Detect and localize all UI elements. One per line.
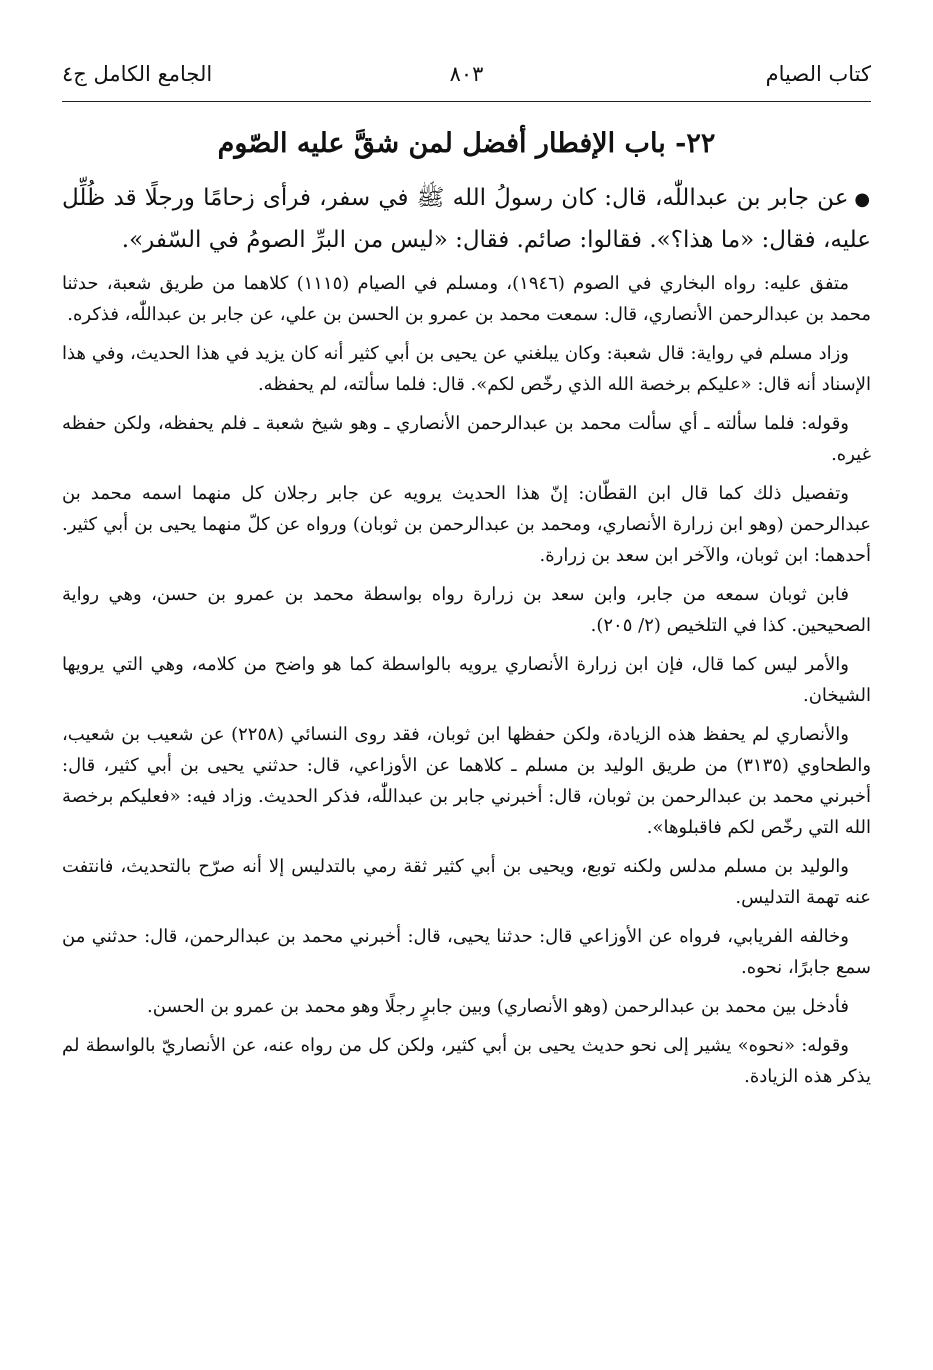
bullet-icon: ● — [854, 189, 871, 210]
hadith-body: عن جابر بن عبداللّٰه، قال: كان رسولُ الله ﷺ في سفر، فرأى زحامًا ورجلًا قد ظُلِّل عليه، فقال: «ما هذا؟». فقالوا: صائم. فقال: «ليس من البرِّ الصومُ في السّفر». — [62, 185, 871, 253]
commentary-paragraph-7: والأنصاري لم يحفظ هذه الزيادة، ولكن حفظها ابن ثوبان، فقد روى النسائي (٢٢٥٨) عن شعيب بن شعيب، والطحاوي (٣١٣٥) من طريق الوليد بن مسلم ـ كلاهما عن الأوزاعي، قال: حدثني يحيى بن أبي كثير، قال: أخبرني محمد بن عبدالرحمن بن ثوبان، قال: أخبرني جابر بن عبداللّٰه، فذكر الحديث. وزاد فيه: «فعليكم برخصة الله التي رخّص لكم فاقبلوها». — [62, 724, 872, 838]
commentary-paragraph-1: متفق عليه: رواه البخاري في الصوم (١٩٤٦)، ومسلم في الصيام (١١١٥) كلاهما من طريق شعبة، حدثنا محمد بن عبدالرحمن الأنصاري، قال: سمعت محمد بن عمرو بن الحسن بن علي، عن جابر بن عبداللّٰه، فذكره. — [62, 273, 871, 325]
header-page-number: ٨٠٣ — [449, 62, 484, 86]
commentary-paragraph-8: والوليد بن مسلم مدلس ولكنه توبع، ويحيى بن أبي كثير ثقة رمي بالتدليس إلا أنه صرّح بالتحديث، فانتفت عنه تهمة التدليس. — [62, 856, 871, 908]
hadith-text — [62, 178, 871, 260]
commentary-paragraph-2: وزاد مسلم في رواية: قال شعبة: وكان يبلغني عن يحيى بن أبي كثير أنه كان يزيد في هذا الحديث، وفي هذا الإسناد أنه قال: «عليكم برخصة الله الذي رخّص لكم». قال: فلما سألته، لم يحفظه. — [62, 343, 871, 395]
header-book-section: كتاب الصيام — [765, 62, 871, 86]
commentary-paragraph-4: وتفصيل ذلك كما قال ابن القطّان: إنّ هذا الحديث يرويه عن جابر رجلان كل منهما اسمه محمد بن عبدالرحمن (وهو ابن زرارة الأنصاري، ومحمد بن عبدالرحمن بن ثوبان) ورواه عن كلّ منهما يحيى بن أبي كثير. أحدهما: ابن ثوبان، والآخر ابن سعد بن زرارة. — [62, 483, 871, 566]
page-body — [62, 178, 871, 1100]
chapter-title: ٢٢- باب الإفطار أفضل لمن شقَّ عليه الصّوم — [217, 128, 716, 159]
commentary-paragraph-6: والأمر ليس كما قال، فإن ابن زرارة الأنصاري يرويه بالواسطة كما هو واضح من كلامه، وهي التي يرويها الشيخان. — [62, 654, 871, 706]
commentary-paragraph-9: وخالفه الفريابي، فرواه عن الأوزاعي قال: حدثنا يحيى، قال: أخبرني محمد بن عبدالرحمن، قال: حدثني من سمع جابرًا، نحوه. — [62, 926, 871, 978]
commentary-paragraph-11: وقوله: «نحوه» يشير إلى نحو حديث يحيى بن أبي كثير، ولكن كل من رواه عنه، عن الأنصاريّ بالواسطة لم يذكر هذه الزيادة. — [62, 1035, 871, 1087]
commentary-paragraph-3: وقوله: فلما سألته ـ أي سألت محمد بن عبدالرحمن الأنصاري ـ وهو شيخ شعبة ـ فلم يحفظه، ولكن حفظه غيره. — [62, 413, 871, 465]
commentary-paragraph-5: فابن ثوبان سمعه من جابر، وابن سعد بن زرارة رواه بواسطة محمد بن عمرو بن حسن، وهي رواية الصحيحين. كذا في التلخيص (٢/ ٢٠٥). — [62, 584, 871, 636]
header-divider — [62, 101, 871, 102]
commentary-paragraph-10: فأدخل بين محمد بن عبدالرحمن (وهو الأنصاري) وبين جابرٍ رجلًا وهو محمد بن عمرو بن الحسن. — [147, 996, 849, 1017]
header-book-volume: الجامع الكامل ج٤ — [62, 62, 213, 86]
running-header — [62, 56, 871, 92]
